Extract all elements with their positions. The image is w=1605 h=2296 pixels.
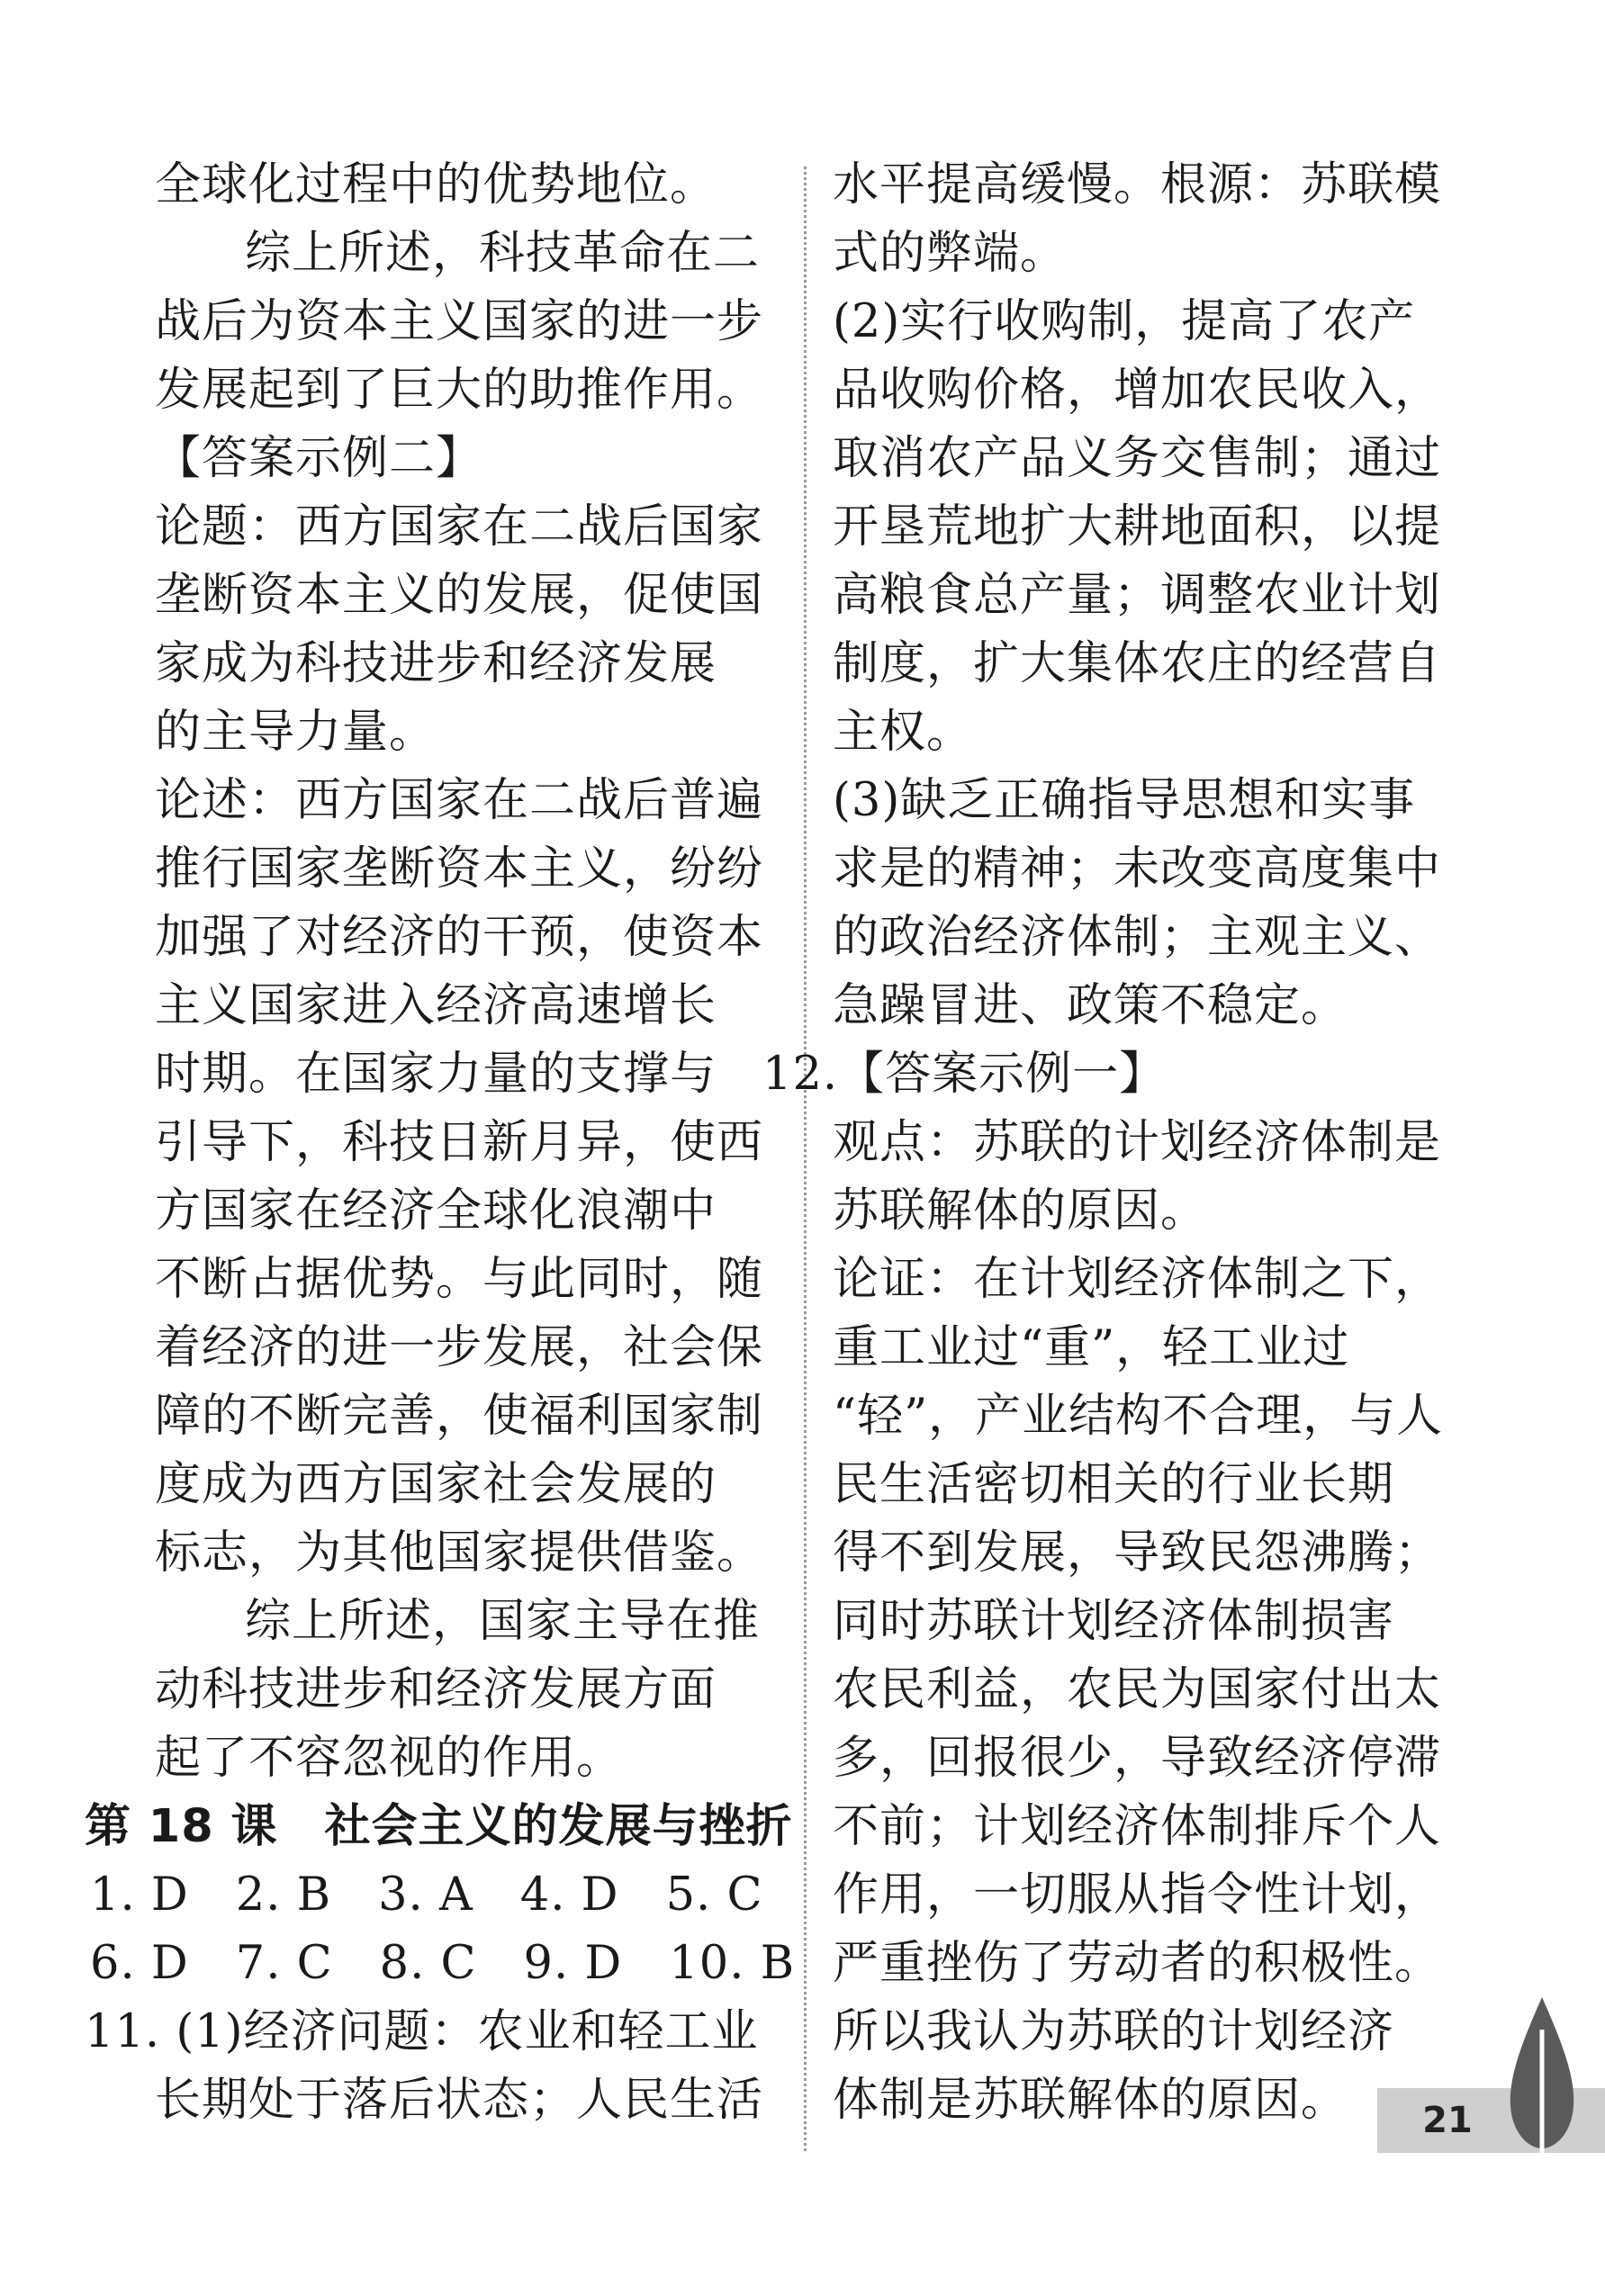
text-line: 求是的精神；未改变高度集中 bbox=[833, 842, 1442, 896]
q11-line-1: 11. (1)经济问题：农业和轻工业 bbox=[85, 2005, 759, 2058]
text-line: “轻”，产业结构不合理，与人 bbox=[833, 1390, 1444, 1443]
text-line: 高粮食总产量；调整农业计划 bbox=[833, 569, 1442, 622]
text-line: 开垦荒地扩大耕地面积，以提 bbox=[833, 500, 1442, 554]
text-line: 动科技进步和经济发展方面 bbox=[155, 1663, 717, 1716]
text-line: 战后为资本主义国家的进一步 bbox=[155, 295, 764, 348]
text-line: 障的不断完善，使福利国家制 bbox=[155, 1390, 764, 1443]
text-line: 方国家在经济全球化浪潮中 bbox=[155, 1184, 717, 1238]
text-line: 综上所述，国家主导在推 bbox=[245, 1595, 761, 1648]
text-line: 民生活密切相关的行业长期 bbox=[833, 1458, 1395, 1511]
text-line: 所以我认为苏联的计划经济 bbox=[833, 2005, 1395, 2058]
text-line: 全球化过程中的优势地位。 bbox=[155, 158, 717, 212]
text-line: 标志，为其他国家提供借鉴。 bbox=[155, 1526, 764, 1580]
q11-line-2: 长期处于落后状态；人民生活 bbox=[155, 2074, 764, 2127]
text-line: (2)实行收购制，提高了农产 bbox=[833, 295, 1416, 348]
text-line: 度成为西方国家社会发展的 bbox=[155, 1458, 717, 1511]
text-line: 起了不容忽视的作用。 bbox=[155, 1732, 624, 1785]
text-line: 论证：在计划经济体制之下， bbox=[833, 1253, 1442, 1306]
text-line: 时期。在国家力量的支撑与 bbox=[155, 1048, 717, 1101]
text-line: 水平提高缓慢。根源：苏联模 bbox=[833, 158, 1442, 212]
text-line: 体制是苏联解体的原因。 bbox=[833, 2074, 1348, 2127]
text-line: 的主导力量。 bbox=[155, 706, 437, 759]
text-line: 引导下，科技日新月异，使西 bbox=[155, 1116, 764, 1169]
text-line: 品收购价格，增加农民收入， bbox=[833, 364, 1442, 417]
text-line: 作用，一切服从指令性计划， bbox=[833, 1868, 1442, 1922]
q12-heading: 12.【答案示例一】 bbox=[762, 1048, 1167, 1101]
text-line: 发展起到了巨大的助推作用。 bbox=[155, 364, 764, 417]
text-line: 不断占据优势。与此同时，随 bbox=[155, 1253, 764, 1306]
text-line: 论题：西方国家在二战后国家 bbox=[155, 500, 764, 554]
text-line: 主权。 bbox=[833, 706, 974, 759]
text-line: 推行国家垄断资本主义，纷纷 bbox=[155, 842, 764, 896]
leaf-icon bbox=[1501, 1994, 1582, 2165]
text-line: 多，回报很少，导致经济停滞 bbox=[833, 1732, 1442, 1785]
mc-answers-row-2: 6. D 7. C 8. C 9. D 10. B bbox=[90, 1937, 796, 1990]
text-line: 加强了对经济的干预，使资本 bbox=[155, 911, 764, 964]
text-line: 式的弊端。 bbox=[833, 227, 1068, 280]
text-line: 论述：西方国家在二战后普遍 bbox=[155, 774, 764, 827]
text-line: 严重挫伤了劳动者的积极性。 bbox=[833, 1937, 1442, 1990]
column-divider bbox=[804, 167, 807, 2151]
text-line: 不前；计划经济体制排斥个人 bbox=[833, 1800, 1442, 1853]
right-column bbox=[762, 151, 1463, 2135]
text-line: 综上所述，科技革命在二 bbox=[245, 227, 761, 280]
text-line: 急躁冒进、政策不稳定。 bbox=[833, 979, 1348, 1032]
text-line: 重工业过“重”，轻工业过 bbox=[833, 1321, 1350, 1374]
text-line: (3)缺乏正确指导思想和实事 bbox=[833, 774, 1416, 827]
text-line: 农民利益，农民为国家付出太 bbox=[833, 1663, 1442, 1716]
text-line: 苏联解体的原因。 bbox=[833, 1184, 1208, 1238]
text-line: 取消农产品义务交售制；通过 bbox=[833, 432, 1442, 485]
text-line: 家成为科技进步和经济发展 bbox=[155, 637, 717, 690]
text-line: 同时苏联计划经济体制损害 bbox=[833, 1595, 1395, 1648]
left-column bbox=[85, 151, 799, 2135]
text-line: 垄断资本主义的发展，促使国 bbox=[155, 569, 764, 622]
lesson-title: 第 18 课 社会主义的发展与挫折 bbox=[85, 1800, 793, 1853]
answer-example-heading: 【答案示例二】 bbox=[155, 432, 483, 485]
text-line: 主义国家进入经济高速增长 bbox=[155, 979, 717, 1032]
text-line: 观点：苏联的计划经济体制是 bbox=[833, 1116, 1442, 1169]
text-line: 制度，扩大集体农庄的经营自 bbox=[833, 637, 1442, 690]
text-line: 得不到发展，导致民怨沸腾； bbox=[833, 1526, 1442, 1580]
text-line: 着经济的进一步发展，社会保 bbox=[155, 1321, 764, 1374]
page-number: 21 bbox=[1422, 2100, 1473, 2141]
text-line: 的政治经济体制；主观主义、 bbox=[833, 911, 1442, 964]
mc-answers-row-1: 1. D 2. B 3. A 4. D 5. C bbox=[90, 1868, 763, 1922]
